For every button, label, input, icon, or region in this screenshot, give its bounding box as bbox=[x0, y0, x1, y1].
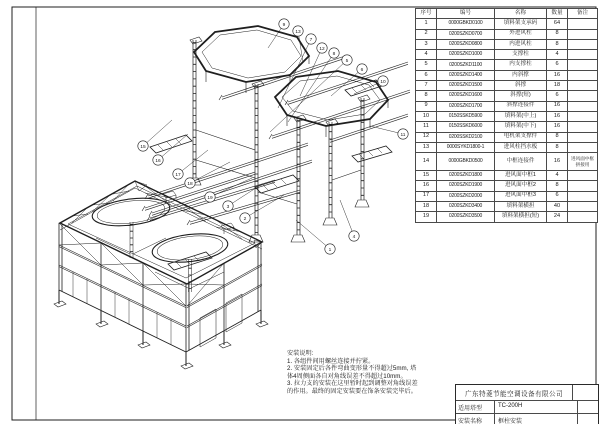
callout-5 bbox=[270, 55, 352, 132]
cell-code: 0200SZKD1100 bbox=[437, 60, 495, 70]
cell-qty: 16 bbox=[547, 70, 568, 80]
cell-no: 4 bbox=[416, 50, 437, 60]
svg-text:11: 11 bbox=[400, 132, 406, 138]
cell-remark: 进风面中框拼接用 bbox=[568, 153, 598, 171]
cell-qty: 24 bbox=[547, 212, 568, 222]
cell-name: 外进风柱 bbox=[495, 29, 547, 39]
svg-text:3: 3 bbox=[226, 204, 230, 210]
cell-qty: 8 bbox=[547, 39, 568, 49]
table-row bbox=[416, 181, 598, 191]
cell-name: 填料架(中上) bbox=[495, 111, 547, 121]
install-name-value: 框柱安装 bbox=[495, 414, 578, 424]
table-row bbox=[416, 60, 598, 70]
cell-remark bbox=[568, 50, 598, 60]
cell-no: 7 bbox=[416, 81, 437, 91]
note-line: 1. 各组件间用螺丝连接并拧紧。 bbox=[287, 357, 375, 365]
svg-text:1: 1 bbox=[328, 247, 332, 253]
note-line: 2. 安装固定后各件弯曲变形量不得超过5mm, 塔 bbox=[287, 365, 417, 372]
cell-remark bbox=[568, 101, 598, 111]
cell-qty: 8 bbox=[547, 132, 568, 142]
cell-name: 填料架横担 bbox=[495, 202, 547, 212]
callout-17 bbox=[173, 150, 208, 179]
table-row bbox=[416, 122, 598, 132]
cell-qty: 16 bbox=[547, 101, 568, 111]
cell-no: 17 bbox=[416, 191, 437, 201]
table-row bbox=[416, 132, 598, 142]
cell-code: 0000SYKD1800-1 bbox=[437, 142, 495, 152]
cell-remark bbox=[568, 132, 598, 142]
svg-text:7: 7 bbox=[309, 37, 313, 43]
cell-name: 内进风柱 bbox=[495, 39, 547, 49]
install-name-label: 安装名称 bbox=[456, 414, 495, 424]
cell-no: 13 bbox=[416, 142, 437, 152]
notes-title: 安装说明: bbox=[287, 350, 314, 357]
cell-remark bbox=[568, 70, 598, 80]
column-header: 序号 bbox=[416, 9, 437, 19]
svg-text:15: 15 bbox=[140, 144, 146, 150]
cell-qty: 16 bbox=[547, 122, 568, 132]
cell-name: 填料架(中下) bbox=[495, 122, 547, 132]
title-block bbox=[455, 384, 599, 424]
cell-remark bbox=[568, 212, 598, 222]
cell-remark bbox=[568, 39, 598, 49]
svg-text:9: 9 bbox=[282, 22, 286, 28]
cell-no: 1 bbox=[416, 19, 437, 29]
table-row bbox=[416, 81, 598, 91]
table-row bbox=[416, 153, 598, 171]
table-row bbox=[416, 101, 598, 111]
table-row bbox=[416, 171, 598, 181]
callout-4 bbox=[340, 200, 359, 241]
svg-text:2: 2 bbox=[243, 216, 247, 222]
table-row bbox=[416, 142, 598, 152]
cell-code: 0200SZKD1600 bbox=[437, 91, 495, 101]
cell-code: 0200SSKD2100 bbox=[437, 132, 495, 142]
cell-code: 0000GBKD0500 bbox=[437, 153, 495, 171]
cell-qty: 6 bbox=[547, 60, 568, 70]
cell-remark bbox=[568, 142, 598, 152]
svg-text:5: 5 bbox=[345, 58, 349, 64]
svg-text:6: 6 bbox=[360, 67, 364, 73]
cell-qty: 8 bbox=[547, 142, 568, 152]
cell-name: 进风面中框1 bbox=[495, 171, 547, 181]
cell-remark bbox=[568, 81, 598, 91]
cell-qty: 18 bbox=[547, 81, 568, 91]
column-header: 备注 bbox=[568, 9, 598, 19]
cell-no: 19 bbox=[416, 212, 437, 222]
cell-name: 斜撑(短) bbox=[495, 91, 547, 101]
cell-name: 电机架支撑件 bbox=[495, 132, 547, 142]
cell-remark bbox=[568, 91, 598, 101]
company-name: 广东特菱节能空调设备有限公司 bbox=[456, 385, 573, 400]
cell-qty: 8 bbox=[547, 181, 568, 191]
cell-no: 18 bbox=[416, 202, 437, 212]
cell-no: 8 bbox=[416, 91, 437, 101]
table-row bbox=[416, 212, 598, 222]
cell-code: 0200SZKD1700 bbox=[437, 101, 495, 111]
cell-qty: 16 bbox=[547, 111, 568, 121]
cell-code: 0000GBKD0100 bbox=[437, 19, 495, 29]
cell-code: 0200SZKD1400 bbox=[437, 70, 495, 80]
callout-2 bbox=[240, 195, 284, 223]
cell-no: 10 bbox=[416, 111, 437, 121]
cell-name: 填料架横担(短) bbox=[495, 212, 547, 222]
svg-text:19: 19 bbox=[207, 195, 213, 201]
title-block-spacer bbox=[578, 414, 598, 424]
cell-name: 内支撑柱 bbox=[495, 60, 547, 70]
title-block-spacer bbox=[573, 385, 598, 400]
callout-layer bbox=[138, 19, 408, 254]
cell-remark bbox=[568, 191, 598, 201]
table-row bbox=[416, 50, 598, 60]
cell-name: 进风面中框3 bbox=[495, 191, 547, 201]
note-line: 3. 拉力支的安装在这里暂时起到调整对角线误差 bbox=[287, 380, 418, 387]
cell-no: 15 bbox=[416, 171, 437, 181]
column-header: 名称 bbox=[495, 9, 547, 19]
cell-name: 斜撑 bbox=[495, 81, 547, 91]
cell-code: 0150SSKD6000 bbox=[437, 122, 495, 132]
cell-name: 内斜撑 bbox=[495, 70, 547, 80]
svg-text:16: 16 bbox=[155, 158, 161, 164]
cell-no: 12 bbox=[416, 132, 437, 142]
lower-tower-drawing bbox=[54, 181, 268, 369]
cell-no: 11 bbox=[416, 122, 437, 132]
cell-no: 2 bbox=[416, 29, 437, 39]
cell-qty: 16 bbox=[547, 153, 568, 171]
cell-remark bbox=[568, 122, 598, 132]
svg-text:12: 12 bbox=[319, 46, 325, 52]
cell-qty: 6 bbox=[547, 191, 568, 201]
cell-qty: 4 bbox=[547, 171, 568, 181]
cell-code: 0200SZKD1500 bbox=[437, 81, 495, 91]
callout-16 bbox=[153, 134, 188, 165]
table-row bbox=[416, 202, 598, 212]
callout-18 bbox=[185, 162, 230, 188]
cell-code: 0200SZKD1900 bbox=[437, 181, 495, 191]
cell-code: 0200SZKD2000 bbox=[437, 191, 495, 201]
cell-remark bbox=[568, 181, 598, 191]
table-row bbox=[416, 70, 598, 80]
cell-code: 0150SSKD5900 bbox=[437, 111, 495, 121]
support-beams bbox=[150, 80, 392, 270]
cell-name: 进风柱挡水板 bbox=[495, 142, 547, 152]
table-row bbox=[416, 19, 598, 29]
cell-remark bbox=[568, 19, 598, 29]
cell-qty: 4 bbox=[547, 50, 568, 60]
svg-text:10: 10 bbox=[380, 79, 386, 85]
callout-11 bbox=[370, 126, 408, 139]
upper-frame-drawing bbox=[142, 26, 410, 270]
table-row bbox=[416, 39, 598, 49]
parts-table bbox=[415, 8, 598, 223]
title-block-spacer bbox=[578, 401, 598, 413]
cell-name: 进风面中框2 bbox=[495, 181, 547, 191]
tower-model-label: 适用塔型 bbox=[456, 401, 495, 413]
cell-remark bbox=[568, 202, 598, 212]
cell-qty: 40 bbox=[547, 202, 568, 212]
note-line: 的作用。最终的固定安装要在饰条安装完毕后。 bbox=[287, 387, 417, 395]
cell-qty: 64 bbox=[547, 19, 568, 29]
table-row bbox=[416, 91, 598, 101]
cell-code: 0200SZKD1000 bbox=[437, 50, 495, 60]
cell-name: 支撑柱 bbox=[495, 50, 547, 60]
cell-code: 0200SZKD3500 bbox=[437, 212, 495, 222]
cell-qty: 6 bbox=[547, 91, 568, 101]
cell-no: 9 bbox=[416, 101, 437, 111]
cell-no: 16 bbox=[416, 181, 437, 191]
cell-no: 3 bbox=[416, 39, 437, 49]
cell-no: 6 bbox=[416, 70, 437, 80]
table-row bbox=[416, 29, 598, 39]
cell-remark bbox=[568, 111, 598, 121]
cell-code: 0200SZKD0800 bbox=[437, 39, 495, 49]
svg-text:18: 18 bbox=[187, 181, 193, 187]
cell-remark bbox=[568, 171, 598, 181]
svg-text:8: 8 bbox=[332, 51, 336, 57]
cell-remark bbox=[568, 29, 598, 39]
svg-text:4: 4 bbox=[352, 234, 356, 240]
frame-columns bbox=[187, 37, 370, 242]
svg-text:17: 17 bbox=[175, 172, 181, 178]
column-header: 数量 bbox=[547, 9, 568, 19]
cell-name: 填料架支承码 bbox=[495, 19, 547, 29]
cell-no: 5 bbox=[416, 60, 437, 70]
cell-code: 0200SZKD1800 bbox=[437, 171, 495, 181]
cell-name: 中框连接件 bbox=[495, 153, 547, 171]
table-header-row bbox=[416, 9, 598, 19]
callout-15 bbox=[138, 120, 172, 151]
table-row bbox=[416, 191, 598, 201]
cell-qty: 8 bbox=[547, 29, 568, 39]
tower-model-value: TC-200H bbox=[495, 401, 578, 413]
cell-name: 斜撑连接件 bbox=[495, 101, 547, 111]
table-row bbox=[416, 111, 598, 121]
cell-code: 0200SZKD3400 bbox=[437, 202, 495, 212]
installation-notes bbox=[287, 350, 465, 395]
svg-text:13: 13 bbox=[295, 29, 301, 35]
column-header: 编号 bbox=[437, 9, 495, 19]
cell-remark bbox=[568, 60, 598, 70]
cell-no: 14 bbox=[416, 153, 437, 171]
cell-code: 0200SZKD0700 bbox=[437, 29, 495, 39]
note-line: 体4周侧面各自对角线误差不得超过10mm。 bbox=[287, 372, 407, 380]
